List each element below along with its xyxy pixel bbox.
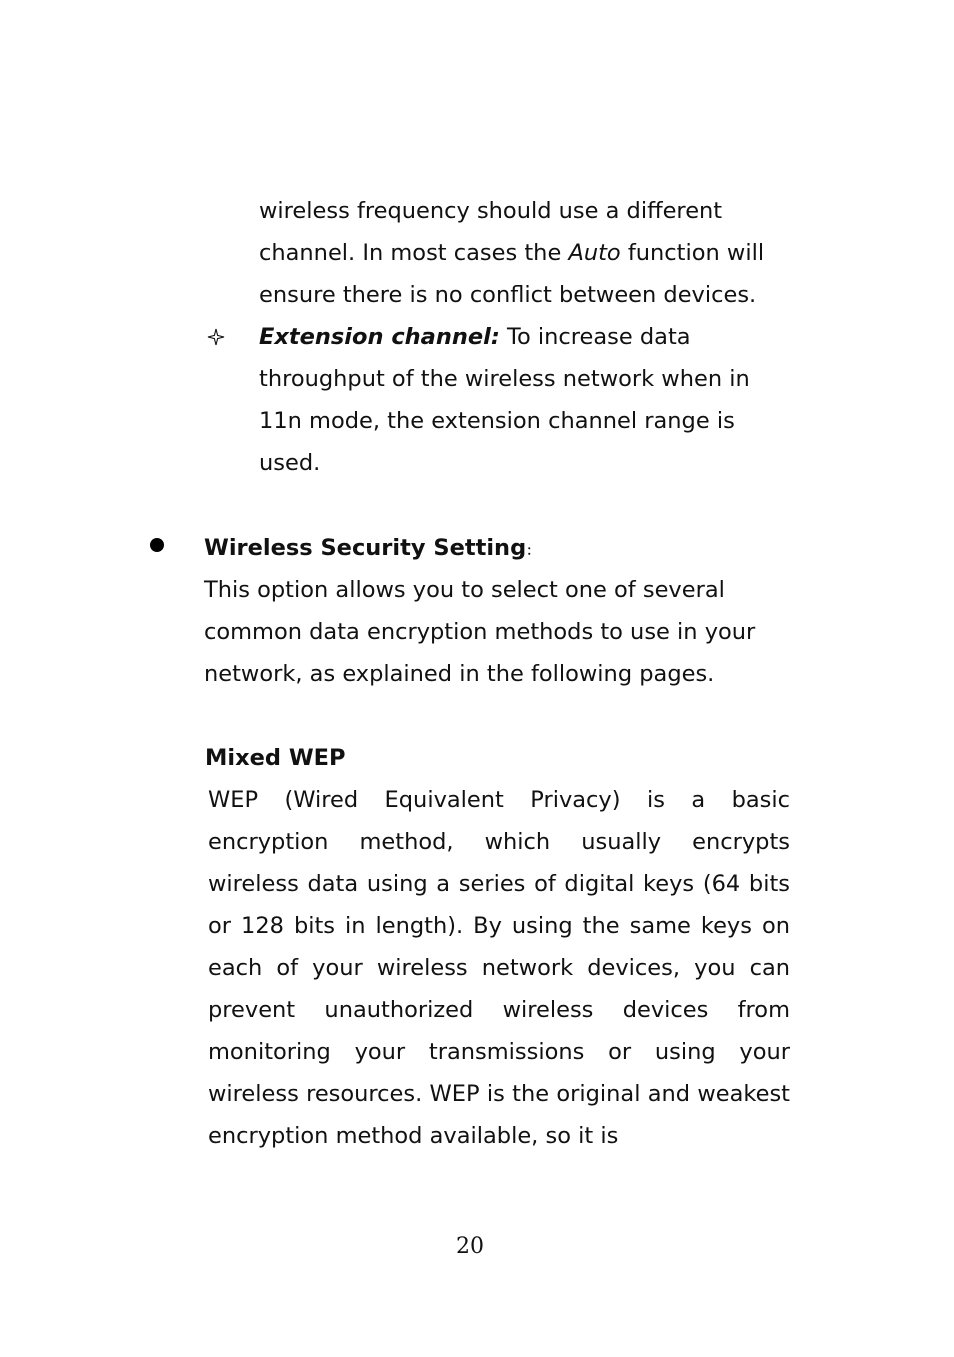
text-line: common data encryption methods to use in your xyxy=(204,619,756,645)
text-line: This option allows you to select one of several xyxy=(204,577,725,603)
text-line xyxy=(259,232,799,274)
heading-text: Wireless Security Setting xyxy=(204,535,527,561)
text-line: 11n mode, the extension channel range is xyxy=(259,408,735,434)
mixed-wep-paragraph: WEP (Wired Equivalent Privacy) is a basic encryption method, which usually encrypts wireless data using a series of digital keys (64 bits or 128 bits in length). By using the same keys on each of your wireless network devices, you can prevent unauthorized wireless devices from monitoring your transmissions or using your wireless resources. WEP is the original and weakest encryption method available, so it is xyxy=(208,787,790,1149)
text-line: used. xyxy=(259,450,321,476)
text-run: channel. In most cases the xyxy=(259,240,569,266)
text-line: throughput of the wireless network when in xyxy=(259,366,750,392)
four-pointed-star-icon xyxy=(204,316,228,358)
wireless-security-heading xyxy=(204,527,804,573)
text-run: function will xyxy=(620,240,765,266)
text-line: wireless frequency should use a different xyxy=(259,198,723,224)
page-number: 20 xyxy=(456,1234,484,1259)
text-line: ensure there is no conflict between devices. xyxy=(259,282,757,308)
wireless-security-description xyxy=(204,569,804,695)
mixed-wep-heading: Mixed WEP xyxy=(205,745,346,771)
heading-colon: ： xyxy=(526,544,540,559)
extension-channel-item xyxy=(259,316,799,484)
text-line xyxy=(259,316,799,358)
text-run: To increase data xyxy=(499,324,691,350)
text-line: network, as explained in the following pages. xyxy=(204,661,715,687)
extension-channel-term: Extension channel: xyxy=(259,324,500,350)
filled-circle-bullet-icon xyxy=(150,538,164,552)
channel-item-continuation xyxy=(259,190,799,316)
auto-term: Auto xyxy=(568,240,621,266)
